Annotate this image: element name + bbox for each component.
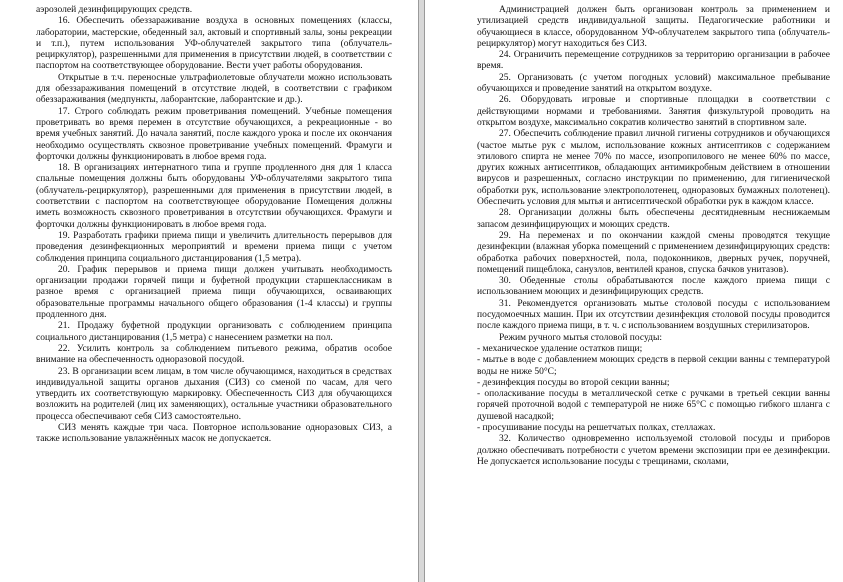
- paragraph: - просушивание посуды на решетчатых полках, стеллажах.: [477, 422, 716, 433]
- paragraph: 30. Обеденные столы обрабатываются после каждого приема пищи с использованием моющих и дезинфицирующих средств.: [477, 276, 830, 298]
- paragraph: Администрацией должен быть организован контроль за применением и утилизацией средств индивидуальной защиты. Педагогические работники и обучающиеся в классе, оборудованном УФ-облучателем закрытого типа (облучатель-рециркулятор) могут находиться без СИЗ.: [477, 5, 830, 49]
- right-page: [425, 0, 843, 582]
- paragraph: 28. Организации должны быть обеспечены десятидневным неснижаемым запасом дезинфицирующих и моющих средств.: [477, 208, 830, 230]
- paragraph: Открытые в т.ч. переносные ультрафиолетовые облучатели можно использовать для обеззараживания помещений в отсутствие людей, в соответствии с графиком обеззараживания (медпункты, лаборантские, лаборантские и др.).: [36, 72, 392, 106]
- paragraph: 19. Разработать графики приема пищи и увеличить длительность перерывов для проведения дезинфекционных мероприятий и времени приема пищи с учетом соблюдения принципа социального дистанцирования (1,5 метра).: [36, 230, 392, 264]
- paragraph: 18. В организациях интернатного типа и группе продленного дня для 1 класса спальные помещения должны быть оборудованы УФ-облучателями закрытого типа (облучатель-рециркулятор), разрешенными для применения в присутствии людей, в соответствии с паспортом на соответствующее оборудование Помещения должны иметь возможность сквозного проветривания в отсутствии обучающихся. Фрамуги и форточки должны функционировать в любое время года.: [36, 163, 392, 230]
- paragraph: 22. Усилить контроль за соблюдением питьевого режима, обратив особое внимание на обеспеченность одноразовой посудой.: [36, 343, 392, 366]
- paragraph: СИЗ менять каждые три часа. Повторное использование одноразовых СИЗ, а также использование увлажнённых масок не допускается.: [36, 422, 392, 445]
- paragraph: Режим ручного мытья столовой посуды:: [499, 332, 662, 343]
- page-gutter: [418, 0, 425, 582]
- paragraph: 21. Продажу буфетной продукции организовать с соблюдением принципа социального дистанцирования (1,5 метра) с нанесением разметки на пол.: [36, 321, 392, 343]
- paragraph: 24. Ограничить перемещение сотрудников за территорию организации в рабочее время.: [477, 50, 830, 72]
- right-text-column: [477, 5, 830, 468]
- paragraph: 31. Рекомендуется организовать мытье столовой посуды с использованием посудомоечных машин. При их отсутствии дезинфекция столовой посуды проводится после каждого приема пищи, в т. ч. с использованием воздушных стерилизаторов.: [477, 298, 830, 332]
- paragraph: 29. На переменах и по окончании каждой смены проводятся текущие дезинфекции (влажная уборка помещений с применением дезинфицирующих средств: обработка рабочих поверхностей, пола, подоконников, дверных ручек, поручней, помещений пищеблока, санузлов, вентилей кранов, спуска бачков унитазов).: [477, 230, 830, 275]
- paragraph: 17. Строго соблюдать режим проветривания помещений. Учебные помещения проветривать во время перемен в отсутствие обучающихся, а рекреационные - во время учебных занятий. До начала занятий, после каждого урока и после их окончания необходимо осуществлять сквозное проветривание учебных помещений. Фрамуги и форточки должны функционировать в любое время года.: [36, 106, 392, 162]
- paragraph: 25. Организовать (с учетом погодных условий) максимальное пребывание обучающихся и проведение занятий на открытом воздухе.: [477, 72, 830, 95]
- paragraph: 26. Оборудовать игровые и спортивные площадки в соответствии с действующими нормами и требованиями. Занятия физкультурой проводить на открытом воздухе, максимально сократив количество занятий в спортивном зале.: [477, 95, 830, 128]
- left-page: [0, 0, 418, 582]
- left-text-column: [36, 5, 392, 446]
- paragraph: 27. Обеспечить соблюдение правил личной гигиены сотрудников и обучающихся (частое мытье рук с мылом, использование кожных антисептиков с содержанием этилового спирта не менее 70% по массе, изопропилового не менее 60% по массе, других кожных антисептиков, обладающих антимикробным действием в отношении вирусов и разрешенных, согласно инструкции по применению, для гигиенической обработки рук, использование электрополотенец, одноразовых бумажных полотенец). Обеспечить условия для мытья и антисептической обработки рук в каждом классе.: [477, 129, 830, 208]
- paragraph: 20. График перерывов и приема пищи должен учитывать необходимость организации продажи горячей пищи и буфетной продукции старшеклассникам в разное время с организацией приема пищи обучающихся, осваивающих образовательные программы начального общего образования (1-4 классы) и группы продленного дня.: [36, 264, 392, 321]
- paragraph: 23. В организации всем лицам, в том числе обучающимся, находиться в средствах индивидуальной защиты органов дыхания (СИЗ) со сменой по часам, для чего утвердить их соответствующую маркировку. Обеспеченность СИЗ для обучающихся возложить на родителей (лиц их заменяющих), остальные участники образовательного процесса обеспечивают себя СИЗ самостоятельно.: [36, 366, 392, 422]
- paragraph: аэрозолей дезинфицирующих средств.: [36, 5, 193, 15]
- paragraph: - дезинфекция посуды во второй секции ванны;: [477, 377, 670, 388]
- paragraph: - механическое удаление остатков пищи;: [477, 343, 643, 354]
- paragraph: 16. Обеспечить обеззараживание воздуха в основных помещениях (классы, лаборатории, мастерские, обеденный зал, актовый и спортивный залы, зоны рекреации и т.п.), путем использования УФ-облучателей закрытого типа (облучатель-рециркулятор), разрешенными для применения в присутствии людей, в соответствии с паспортом на соответствующее оборудование. Вести учет работы оборудования.: [36, 16, 392, 72]
- paragraph: - ополаскивание посуды в металлической сетке с ручками в третьей секции ванны горячей проточной водой с температурой не ниже 65°С с помощью гибкого шланга с душевой насадкой;: [477, 389, 830, 422]
- paragraph: 32. Количество одновременно используемой столовой посуды и приборов должно обеспечивать потребности с учетом времени экспозиции при ее дезинфекции. Не допускается использование посуды с трещинами, сколами,: [477, 434, 830, 467]
- paragraph: - мытье в воде с добавлением моющих средств в первой секции ванны с температурой воды не ниже 50°С;: [477, 355, 830, 377]
